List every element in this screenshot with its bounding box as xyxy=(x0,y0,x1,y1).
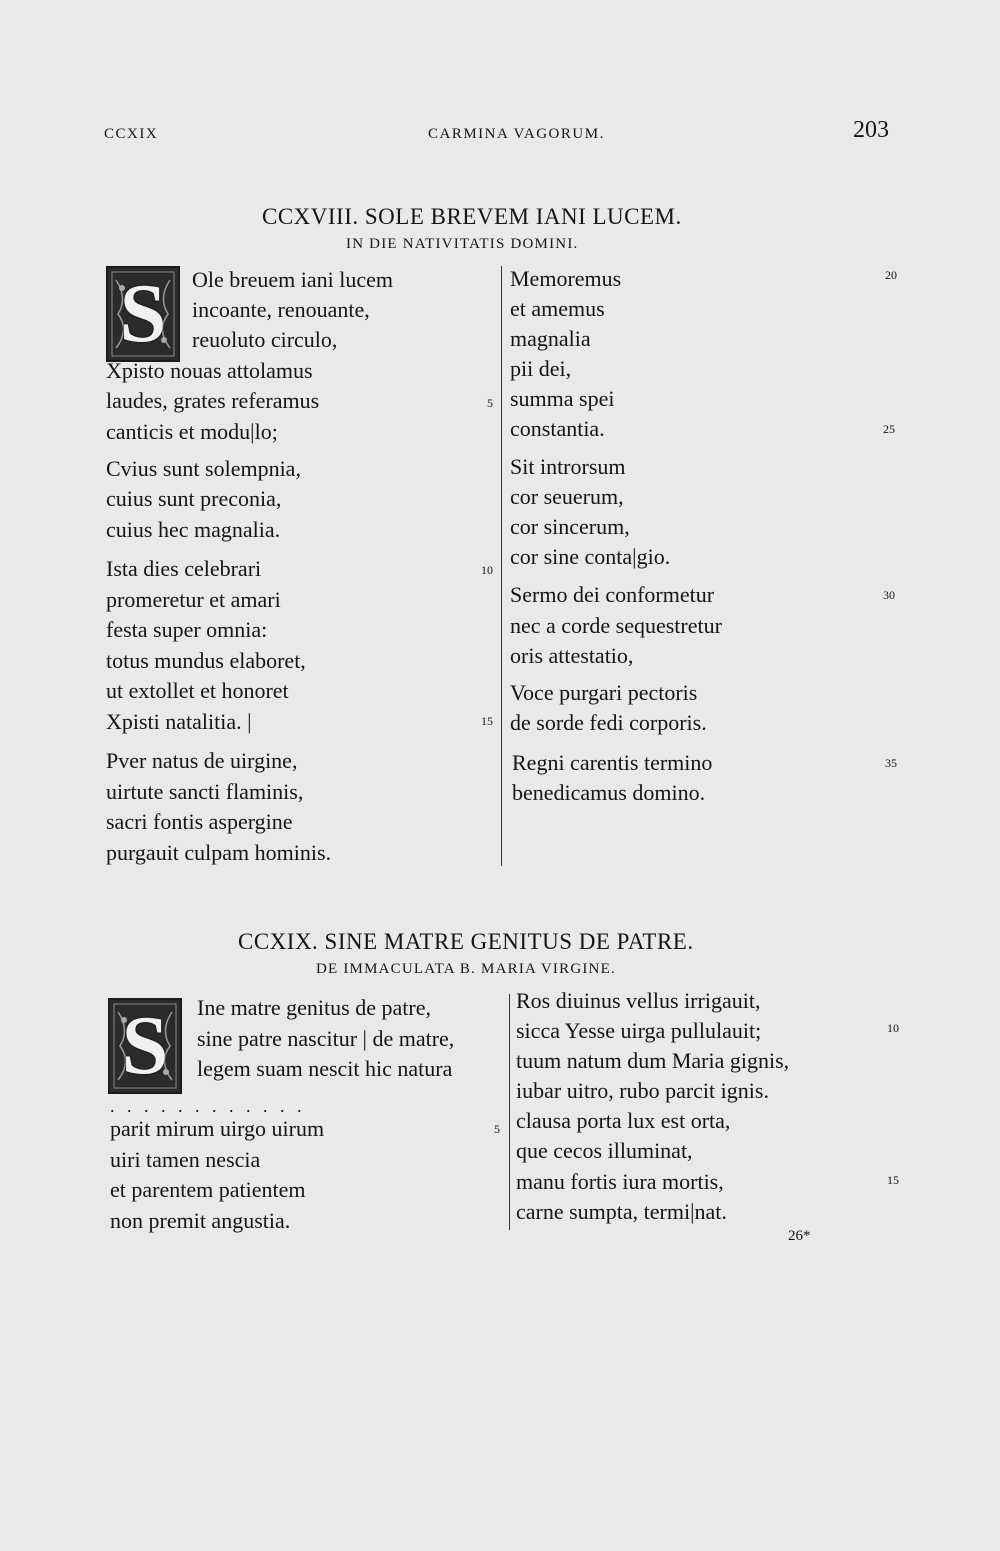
verse-line: oris attestatio, xyxy=(510,643,634,668)
line-number: 5 xyxy=(487,396,493,410)
verse-line: canticis et modu|lo; xyxy=(106,419,278,444)
line-number: 35 xyxy=(885,756,897,770)
verse-line: magnalia xyxy=(510,326,591,351)
verse-line: Ine matre genitus de patre, xyxy=(197,995,431,1020)
verse-line: laudes, grates referamus xyxy=(106,388,320,413)
verse-line: iubar uitro, rubo parcit ignis. xyxy=(516,1078,769,1103)
verse-line: legem suam nescit hic natura xyxy=(197,1056,453,1081)
line-number: 15 xyxy=(481,714,493,728)
line-number: 5 xyxy=(494,1122,500,1136)
line-number: 15 xyxy=(887,1173,899,1187)
verse-line: incoante, renouante, xyxy=(192,297,370,322)
verse-line: Ista dies celebrari xyxy=(106,556,262,581)
verse-line: nec a corde sequestretur xyxy=(510,613,722,638)
poem1-subtitle: IN DIE NATIVITATIS DOMINI. xyxy=(346,236,579,252)
verse-line: totus mundus elaboret, xyxy=(106,648,306,673)
verse-line: Cvius sunt solempnia, xyxy=(106,456,301,481)
verse-line: clausa porta lux est orta, xyxy=(516,1108,731,1133)
verse-line: purgauit culpam hominis. xyxy=(106,840,332,865)
verse-line: manu fortis iura mortis, xyxy=(516,1169,724,1194)
verse-line: Sit introrsum xyxy=(510,454,626,479)
verse-line: Voce purgari pectoris xyxy=(510,680,698,705)
verse-line: Sermo dei conformetur xyxy=(510,582,715,607)
verse-line: Xpisti natalitia. | xyxy=(106,709,252,734)
verse-line: cor seuerum, xyxy=(510,484,624,509)
poem1-title: CCXVIII. SOLE BREVEM IANI LUCEM. xyxy=(262,204,682,229)
verse-line: cor sine conta|gio. xyxy=(510,544,671,569)
verse-line: Xpisto nouas attolamus xyxy=(106,358,313,383)
signature-mark: 26* xyxy=(788,1228,811,1244)
line-number: 20 xyxy=(885,268,897,282)
line-number: 25 xyxy=(883,422,895,436)
poem1-initial-letter: S xyxy=(119,267,167,360)
line-number: 10 xyxy=(481,563,493,577)
verse-line: festa super omnia: xyxy=(106,617,268,642)
verse-line: summa spei xyxy=(510,386,615,411)
verse-line: parit mirum uirgo uirum xyxy=(110,1116,325,1141)
poem2-title: CCXIX. SINE MATRE GENITUS DE PATRE. xyxy=(238,929,694,954)
verse-line: sine patre nascitur | de matre, xyxy=(197,1026,455,1051)
verse-line: cuius sunt preconia, xyxy=(106,486,282,511)
line-number: 30 xyxy=(883,588,895,602)
verse-line: cor sincerum, xyxy=(510,514,630,539)
poem2-subtitle: DE IMMACULATA B. MARIA VIRGINE. xyxy=(316,961,616,977)
poem1-decorated-initial xyxy=(106,266,180,362)
verse-line: benedicamus domino. xyxy=(512,780,706,805)
verse-line: cuius hec magnalia. xyxy=(106,517,281,542)
poem2-decorated-initial xyxy=(108,998,182,1094)
page-number: 203 xyxy=(853,117,889,143)
verse-line: Ole breuem iani lucem xyxy=(192,267,393,292)
verse-line: tuum natum dum Maria gignis, xyxy=(516,1048,790,1073)
verse-line: promeretur et amari xyxy=(106,587,281,612)
verse-line: uirtute sancti flaminis, xyxy=(106,779,304,804)
verse-line: Ros diuinus vellus irrigauit, xyxy=(516,988,761,1013)
verse-line: reuoluto circulo, xyxy=(192,327,338,352)
line-number: 10 xyxy=(887,1021,899,1035)
verse-line: que cecos illuminat, xyxy=(516,1138,693,1163)
verse-line: et parentem patientem xyxy=(110,1177,306,1202)
poem2-initial-letter: S xyxy=(121,999,169,1092)
verse-line: Pver natus de uirgine, xyxy=(106,748,298,773)
verse-line: de sorde fedi corporis. xyxy=(510,710,707,735)
verse-line: Regni carentis termino xyxy=(512,750,713,775)
lacuna-dots: . . . . . . . . . . . . xyxy=(110,1096,306,1116)
verse-line: uiri tamen nescia xyxy=(110,1147,261,1172)
verse-line: ut extollet et honoret xyxy=(106,678,289,703)
verse-line: sicca Yesse uirga pullulauit; xyxy=(516,1018,762,1043)
column-divider xyxy=(501,266,502,866)
verse-line: non premit angustia. xyxy=(110,1208,291,1233)
verse-line: et amemus xyxy=(510,296,605,321)
verse-line: sacri fontis aspergine xyxy=(106,809,293,834)
verse-line: carne sumpta, termi|nat. xyxy=(516,1199,727,1224)
running-head-left: CCXIX xyxy=(104,126,159,142)
verse-line: pii dei, xyxy=(510,356,572,381)
column-divider xyxy=(509,994,510,1230)
verse-line: Memoremus xyxy=(510,266,622,291)
verse-line: constantia. xyxy=(510,416,605,441)
running-head-title: CARMINA VAGORUM. xyxy=(428,126,605,142)
